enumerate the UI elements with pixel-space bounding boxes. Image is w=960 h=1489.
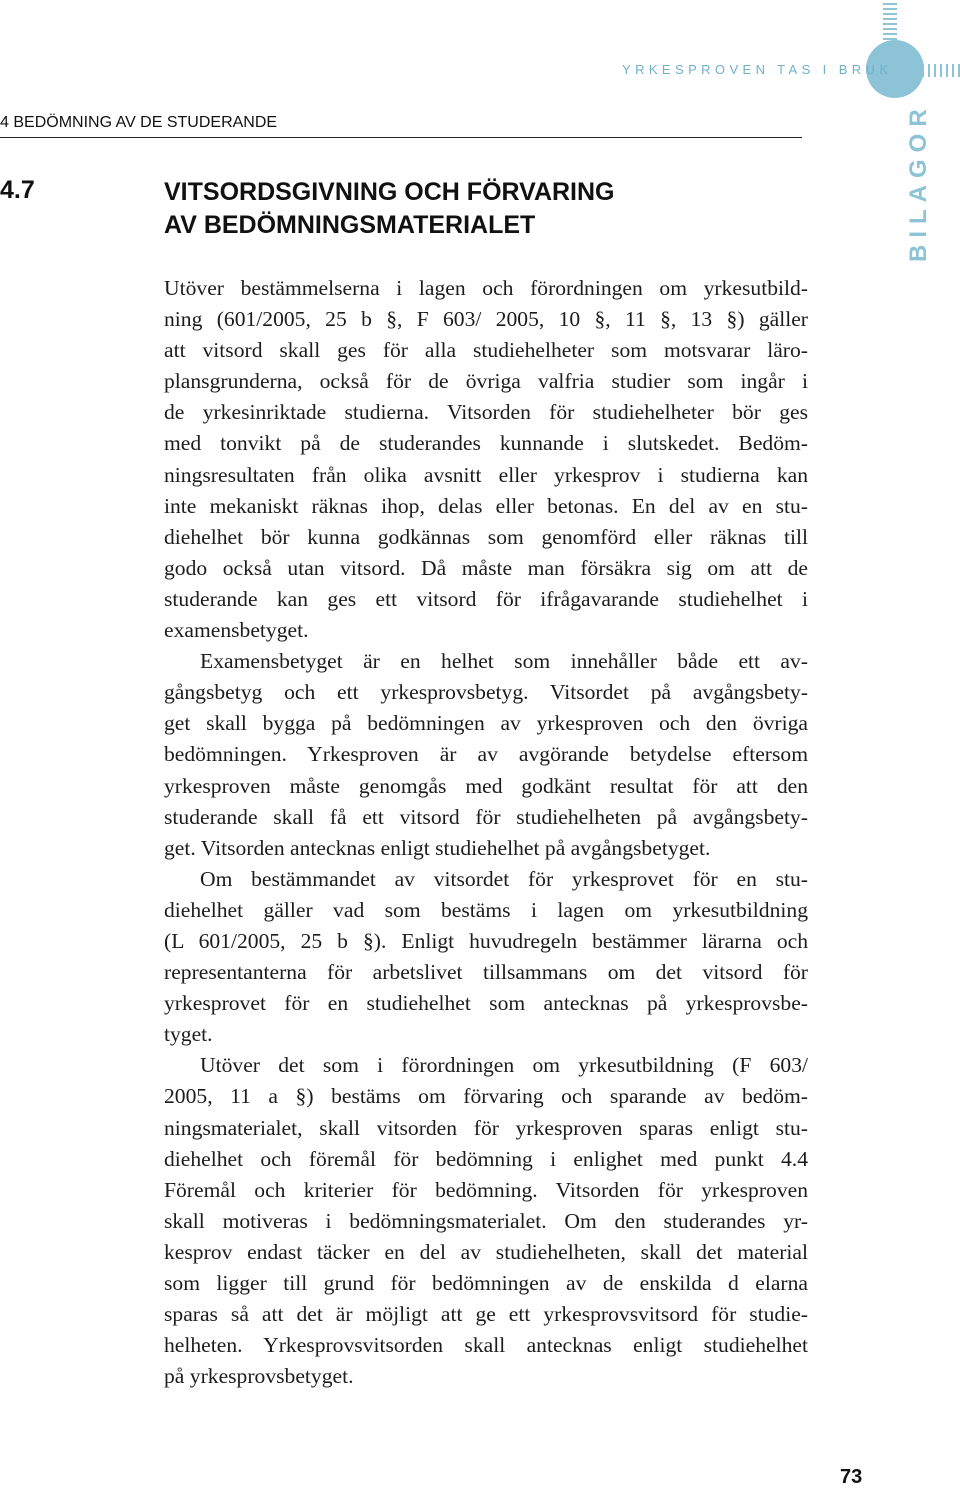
text-line: sparas så att det är möjligt att ge ett yrkesprovsvitsord för studie- bbox=[164, 1302, 808, 1327]
text-line: 2005, 11 a §) bestäms om förvaring och sparande av bedöm- bbox=[164, 1084, 808, 1109]
section-title-line: AV BEDÖMNINGSMATERIALET bbox=[164, 211, 536, 239]
text-line: plansgrunderna, också för de övriga valfria studier som ingår i bbox=[164, 369, 808, 394]
paragraph bbox=[164, 864, 808, 1051]
text-line: get skall bygga på bedömningen av yrkesproven och den övriga bbox=[164, 711, 808, 736]
chapter-divider bbox=[0, 137, 802, 138]
text-line: get. Vitsorden antecknas enligt studiehelhet på avgångsbetyget. bbox=[164, 835, 711, 860]
text-line: diehelhet gäller vad som bestäms i lagen om yrkesutbildning bbox=[164, 897, 808, 922]
text-line: på yrkesprovsbetyget. bbox=[164, 1364, 354, 1389]
running-header: YRKESPROVEN TAS I BRUK bbox=[622, 62, 893, 77]
text-line: godo också utan vitsord. Då måste man försäkra sig om att de bbox=[164, 555, 808, 580]
text-line: att vitsord skall ges för alla studiehelheter som motsvarar läro- bbox=[164, 338, 808, 363]
section-title-line: VITSORDSGIVNING OCH FÖRVARING bbox=[164, 178, 615, 206]
text-line: skall motiveras i bedömningsmaterialet. Om den studerandes yr- bbox=[164, 1208, 808, 1233]
body-text bbox=[164, 273, 808, 1392]
text-line: inte mekaniskt räknas ihop, delas eller betonas. En del av en stu- bbox=[164, 493, 808, 518]
text-line: Om bestämmandet av vitsordet för yrkesprovet för en stu- bbox=[200, 866, 808, 891]
text-line: ningsresultaten från olika avsnitt eller yrkesprov i studierna kan bbox=[164, 462, 808, 487]
page-number: 73 bbox=[840, 1466, 863, 1488]
decorative-bars-vertical bbox=[883, 3, 897, 41]
text-line: Utöver bestämmelserna i lagen och förordningen om yrkesutbild- bbox=[164, 276, 808, 300]
text-line: som ligger till grund för bedömningen av de enskilda d elarna bbox=[164, 1271, 808, 1295]
text-line: diehelhet bör kunna godkännas som genomförd eller räknas till bbox=[164, 524, 808, 549]
text-line: kesprov endast täcker en del av studiehelheten, skall det material bbox=[164, 1239, 808, 1264]
text-line: yrkesprovet för en studiehelhet som antecknas på yrkesprovsbe- bbox=[164, 991, 808, 1016]
text-line: med tonvikt på de studerandes kunnande i slutskedet. Bedöm- bbox=[164, 431, 808, 456]
chapter-heading: 4 BEDÖMNING AV DE STUDERANDE bbox=[0, 114, 278, 131]
text-line: diehelhet och föremål för bedömning i enlighet med punkt 4.4 bbox=[164, 1146, 808, 1171]
section-number: 4.7 bbox=[0, 176, 35, 204]
text-line: de yrkesinriktade studierna. Vitsorden för studiehelheter bör ges bbox=[164, 400, 808, 425]
text-line: examensbetyget. bbox=[164, 618, 309, 643]
section-title bbox=[164, 176, 615, 242]
text-line: Föremål och kriterier för bedömning. Vitsorden för yrkesproven bbox=[164, 1177, 808, 1202]
decorative-bars-horizontal bbox=[922, 64, 960, 77]
text-line: Examensbetyget är en helhet som innehåller både ett av- bbox=[200, 649, 808, 674]
text-line: studerande kan ges ett vitsord för ifrågavarande studiehelhet i bbox=[164, 586, 808, 611]
side-tab-label: BILAGOR bbox=[905, 102, 932, 262]
text-line: (L 601/2005, 25 b §). Enligt huvudregeln bestämmer lärarna och bbox=[164, 928, 808, 953]
text-line: representanterna för arbetslivet tillsammans om det vitsord för bbox=[164, 960, 808, 985]
text-line: ning (601/2005, 25 b §, F 603/ 2005, 10 §, 11 §, 13 §) gäller bbox=[164, 307, 808, 332]
text-line: helheten. Yrkesprovsvitsorden skall antecknas enligt studiehelhet bbox=[164, 1333, 808, 1358]
text-line: bedömningen. Yrkesproven är av avgörande betydelse eftersom bbox=[164, 742, 808, 767]
text-line: ningsmaterialet, skall vitsorden för yrkesproven sparas enligt stu- bbox=[164, 1115, 808, 1140]
paragraph bbox=[164, 1050, 808, 1392]
text-line: tyget. bbox=[164, 1022, 213, 1047]
paragraph bbox=[164, 646, 808, 864]
text-line: yrkesproven måste genomgås med godkänt resultat för att den bbox=[164, 773, 808, 798]
text-line: Utöver det som i förordningen om yrkesutbildning (F 603/ bbox=[200, 1053, 808, 1078]
paragraph bbox=[164, 273, 808, 646]
text-line: studerande skall få ett vitsord för studiehelheten på avgångsbety- bbox=[164, 804, 808, 829]
text-line: gångsbetyg och ett yrkesprovsbetyg. Vitsordet på avgångsbety- bbox=[164, 680, 808, 705]
